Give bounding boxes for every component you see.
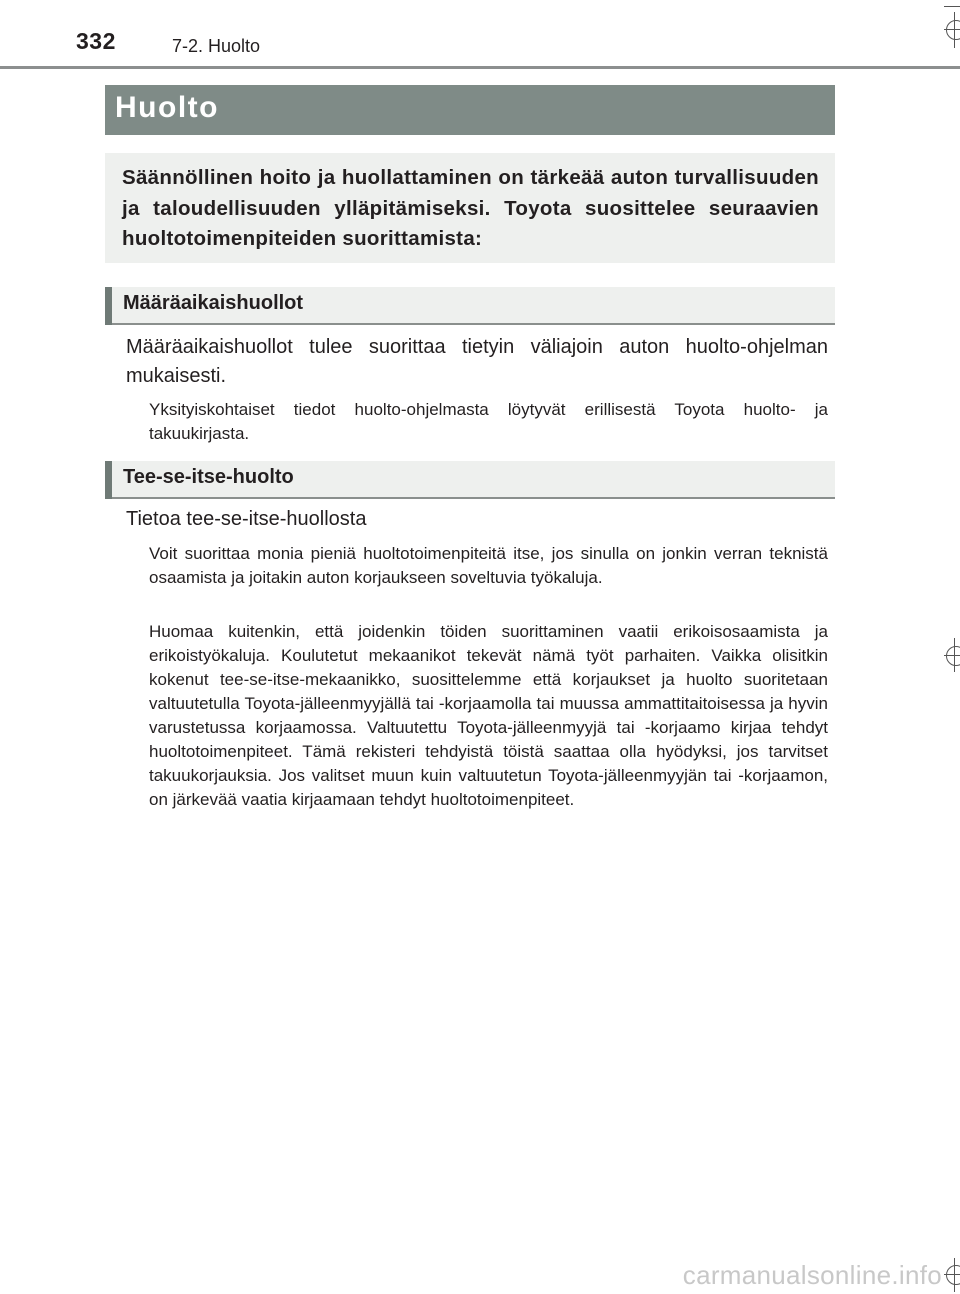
page-title: Huolto: [115, 91, 219, 124]
section-heading-label: Määräaikaishuollot: [123, 292, 304, 314]
section-heading-maaraaikaishuollot: [105, 287, 835, 325]
section-lead: Tietoa tee-se-itse-huollosta: [126, 508, 367, 530]
watermark: carmanualsonline.info: [682, 1260, 942, 1290]
intro-text: Säännöllinen hoito ja huollattaminen on tärkeää auton turvallisuuden ja taloudellisuuden ylläpitämiseksi. Toyota suosittelee seuraavien huoltotoimenpiteiden suorittamista:: [122, 166, 819, 250]
section-heading-label: Tee-se-itse-huolto: [123, 466, 294, 488]
crop-mark-right-middle: [936, 636, 960, 676]
page-title-bar: [105, 85, 835, 135]
body-paragraph: Huomaa kuitenkin, että joidenkin töiden suorittaminen vaatii erikoisosaamista ja erikoistyökaluja. Koulutetut mekaanikot tekevät nämä työt parhaiten. Vaikka olisitkin kokenut tee-se-itse-mekaanikko, suosittelemme että korjaukset ja huolto suoritetaan valtuutetulla Toyota-jälleenmyyjällä tai -korjaamolla tai muussa ammattitaitoisessa ja hyvin varustetussa korjaamossa. Valtuutettu Toyota-jälleenmyyjä tai -korjaamo kirjaa tehdyt huoltotoimenpiteet. Tämä rekisteri tehdyistä töistä saattaa olla hyödyksi, jos tarvitset takuukorjauksia. Jos valitset muun kuin valtuutetun Toyota-jälleenmyyjän tai -korjaamon, on järkevää vaatia kirjaamaan tehdyt huoltotoimenpiteet.: [149, 622, 828, 809]
body-paragraph: Voit suorittaa monia pieniä huoltotoimenpiteitä itse, jos sinulla on jonkin verran teknistä osaamista ja joitakin auton korjaukseen soveltuvia työkaluja.: [149, 544, 828, 587]
header-rule: [0, 66, 960, 69]
section-reference: 7-2. Huolto: [172, 36, 261, 56]
intro-box: [105, 153, 835, 263]
section-lead: Määräaikaishuollot tulee suorittaa tietyin väliajoin auton huolto-ohjelman mukaisesti.: [126, 336, 828, 387]
section-heading-tee-se-itse-huolto: [105, 461, 835, 499]
page-number: 332: [76, 28, 116, 54]
crop-mark-top-right: [936, 0, 960, 50]
body-paragraph: Yksityiskohtaiset tiedot huolto-ohjelmasta löytyvät erillisestä Toyota huolto- ja takuukirjasta.: [149, 400, 828, 443]
